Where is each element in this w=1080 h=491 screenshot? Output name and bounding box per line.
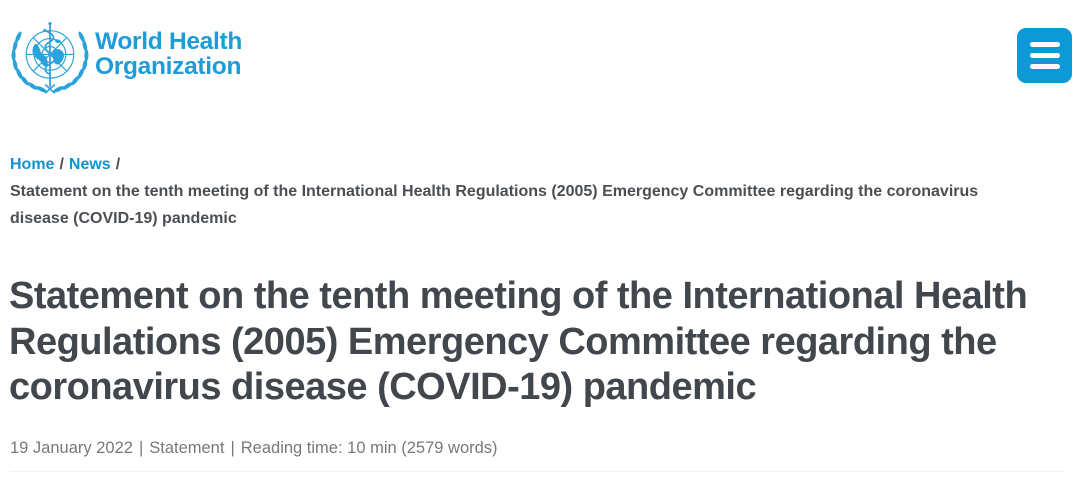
page-title: Statement on the tenth meeting of the International Health Regulations (2005) Emergency Committee regarding the coronavirus disease (COVID-19) pandemic bbox=[9, 275, 1028, 408]
meta-separator: | bbox=[138, 438, 144, 457]
who-logo[interactable] bbox=[10, 18, 242, 94]
divider bbox=[10, 471, 1063, 472]
meta-separator: | bbox=[230, 438, 235, 457]
breadcrumb-separator: / bbox=[115, 156, 121, 173]
site-header bbox=[0, 0, 1080, 94]
content-type: Statement bbox=[149, 438, 225, 457]
reading-time: Reading time: 10 min (2579 words) bbox=[240, 438, 498, 457]
logo-wordmark-line2: Organization bbox=[95, 53, 242, 80]
breadcrumb-link-news[interactable]: News bbox=[68, 156, 111, 173]
breadcrumb-link-home[interactable]: Home bbox=[10, 156, 55, 173]
breadcrumb-separator: / bbox=[59, 156, 64, 173]
breadcrumb bbox=[10, 151, 1080, 232]
breadcrumb-current-page: Statement on the tenth meeting of the International Health Regulations (2005) Emergency Committee regarding the coronavirus disease (COVID-19) pandemic bbox=[10, 183, 979, 227]
logo-wordmark bbox=[95, 29, 242, 79]
logo-wordmark-line1: World Health bbox=[95, 28, 243, 55]
menu-bar bbox=[1030, 53, 1060, 58]
menu-button[interactable] bbox=[1017, 28, 1072, 83]
publish-date: 19 January 2022 bbox=[10, 438, 133, 457]
hamburger-menu-icon bbox=[1030, 42, 1060, 69]
menu-bar bbox=[1030, 64, 1060, 69]
article-meta bbox=[10, 438, 1080, 458]
who-emblem-globe-staff-laurel-icon bbox=[10, 18, 90, 94]
menu-bar bbox=[1030, 42, 1060, 47]
